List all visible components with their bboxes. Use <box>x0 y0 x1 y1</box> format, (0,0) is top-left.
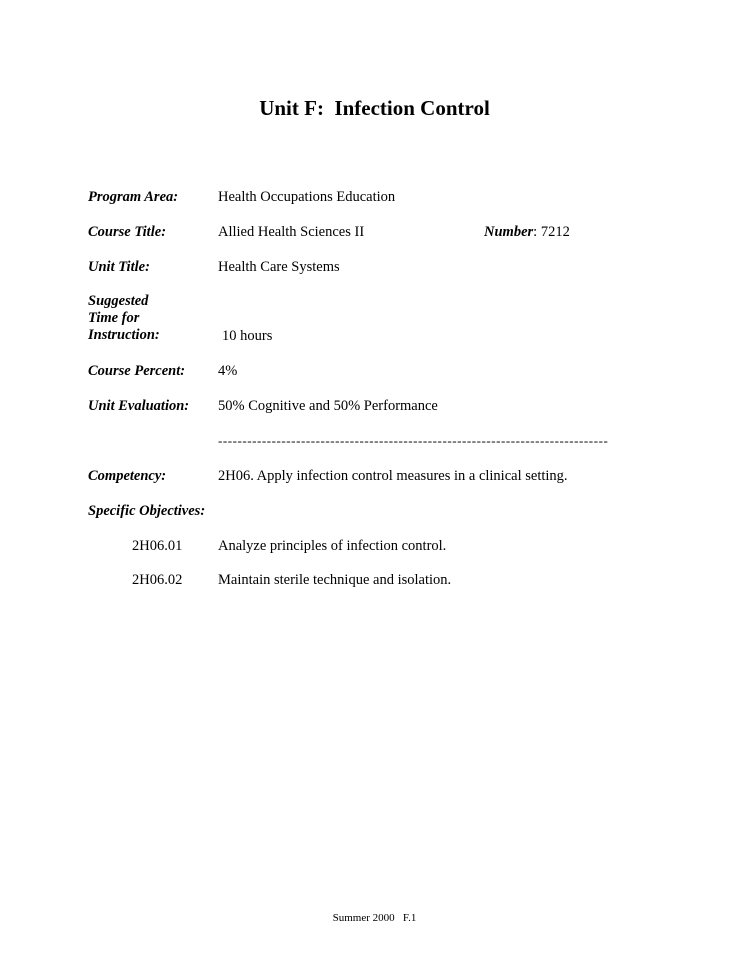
program-area-value: Health Occupations Education <box>218 189 396 205</box>
course-percent-label: Course Percent: <box>88 363 186 379</box>
course-number: Number: 7212 <box>484 224 570 240</box>
page-title: Unit F: Infection Control <box>259 96 490 120</box>
objective-text: Maintain sterile technique and isolation. <box>218 572 452 588</box>
program-area-label: Program Area: <box>88 189 179 205</box>
course-title-label: Course Title: <box>88 224 167 240</box>
unit-title-label: Unit Title: <box>88 259 150 275</box>
dashed-divider: -------------------------------------------------------------------------------- <box>218 433 609 448</box>
suggested-time-label: Suggested Time for Instruction: <box>88 293 160 343</box>
objective-text: Analyze principles of infection control. <box>218 538 447 554</box>
objective-code: 2H06.01 <box>132 538 183 554</box>
course-number-label: Number <box>484 224 534 240</box>
course-title-value: Allied Health Sciences II <box>218 224 365 240</box>
course-percent-value: 4% <box>218 363 238 379</box>
objective-code: 2H06.02 <box>132 572 183 588</box>
competency-label: Competency: <box>88 468 167 484</box>
page-footer: Summer 2000 F.1 <box>332 912 417 924</box>
unit-evaluation-label: Unit Evaluation: <box>88 398 190 414</box>
unit-title-value: Health Care Systems <box>218 259 340 275</box>
suggested-time-value: 10 hours <box>222 328 273 344</box>
unit-evaluation-value: 50% Cognitive and 50% Performance <box>218 398 438 414</box>
competency-value: 2H06. Apply infection control measures in a clinical setting. <box>218 468 568 484</box>
specific-objectives-label: Specific Objectives: <box>88 503 206 519</box>
course-number-value: 7212 <box>540 224 570 240</box>
